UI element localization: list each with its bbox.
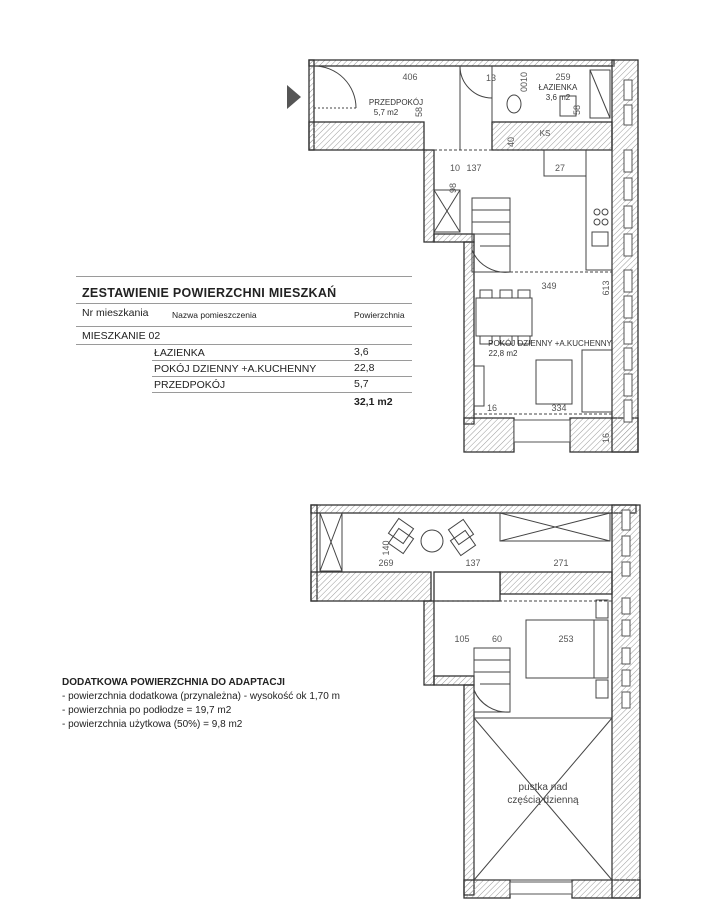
dim-16-b: 16	[601, 432, 611, 444]
row-area-2: 5,7	[354, 378, 369, 390]
room-label-lazienka: ŁAZIENKA	[538, 83, 578, 92]
col-header-nr: Nr mieszkania	[82, 307, 149, 319]
dim-349: 349	[541, 281, 557, 291]
dim-16-a: 16	[486, 403, 498, 413]
row-name-2: PRZEDPOKÓJ	[154, 379, 226, 391]
col-header-area: Powierzchnia	[354, 310, 405, 320]
room-area-przedpokoj: 5,7 m2	[373, 108, 399, 117]
dim-613: 613	[601, 280, 611, 296]
adaptation-notes	[62, 676, 340, 732]
row-name-0: ŁAZIENKA	[154, 347, 205, 359]
adaptation-line-2: - powierzchnia użytkowa (50%) = 9,8 m2	[62, 719, 243, 730]
dim-334: 334	[551, 403, 567, 413]
dim-10: 10	[449, 163, 461, 173]
room-area-lazienka: 3,6 m2	[545, 93, 571, 102]
dim-137-lower: 137	[465, 558, 481, 568]
dim-269: 269	[378, 558, 394, 568]
void-label-line-1: pustka nad	[518, 782, 568, 793]
dim-58-a: 58	[414, 106, 424, 118]
dim-13: 13	[485, 73, 497, 83]
room-label-przedpokoj: PRZEDPOKÓJ	[368, 98, 424, 107]
dim-60: 60	[491, 634, 503, 644]
dim-27: 27	[554, 163, 566, 173]
dim-140: 140	[381, 540, 391, 556]
dim-253: 253	[558, 634, 574, 644]
table-title: ZESTAWIENIE POWIERZCHNI MIESZKAŃ	[82, 286, 337, 300]
adaptation-line-0: - powierzchnia dodatkowa (przynależna) - wysokość ok 1,70 m	[62, 691, 340, 702]
row-area-1: 22,8	[354, 362, 375, 374]
dim-98: 98	[448, 182, 458, 194]
dim-137: 137	[466, 163, 482, 173]
void-label-line-2: częścią dzienną	[507, 795, 579, 806]
col-header-name: Nazwa pomieszczenia	[172, 310, 257, 320]
dim-259: 259	[555, 72, 571, 82]
room-area-pokoj: 22,8 m2	[488, 349, 518, 358]
row-name-1: POKÓJ DZIENNY +A.KUCHENNY	[154, 363, 317, 375]
dim-105: 105	[454, 634, 470, 644]
table-total: 32,1 m2	[354, 396, 393, 408]
room-label-pokoj: POKÓJ DZIENNY +A.KUCHENNY	[488, 339, 612, 348]
dim-40: 40	[506, 136, 516, 148]
adaptation-line-1: - powierzchnia po podłodze = 19,7 m2	[62, 705, 232, 716]
dim-406: 406	[402, 72, 418, 82]
ks-label: KS	[539, 129, 551, 138]
entry-arrow-icon	[287, 85, 301, 109]
row-area-0: 3,6	[354, 346, 369, 358]
dim-271: 271	[553, 558, 569, 568]
dim-0010: 0010	[519, 71, 529, 93]
apartment-label: MIESZKANIE 02	[82, 330, 161, 342]
adaptation-title: DODATKOWA POWIERZCHNIA DO ADAPTACJI	[62, 677, 285, 688]
dim-58-b: 58	[572, 104, 582, 116]
lower-floor-plan	[311, 505, 640, 898]
upper-floor-plan	[287, 60, 638, 452]
